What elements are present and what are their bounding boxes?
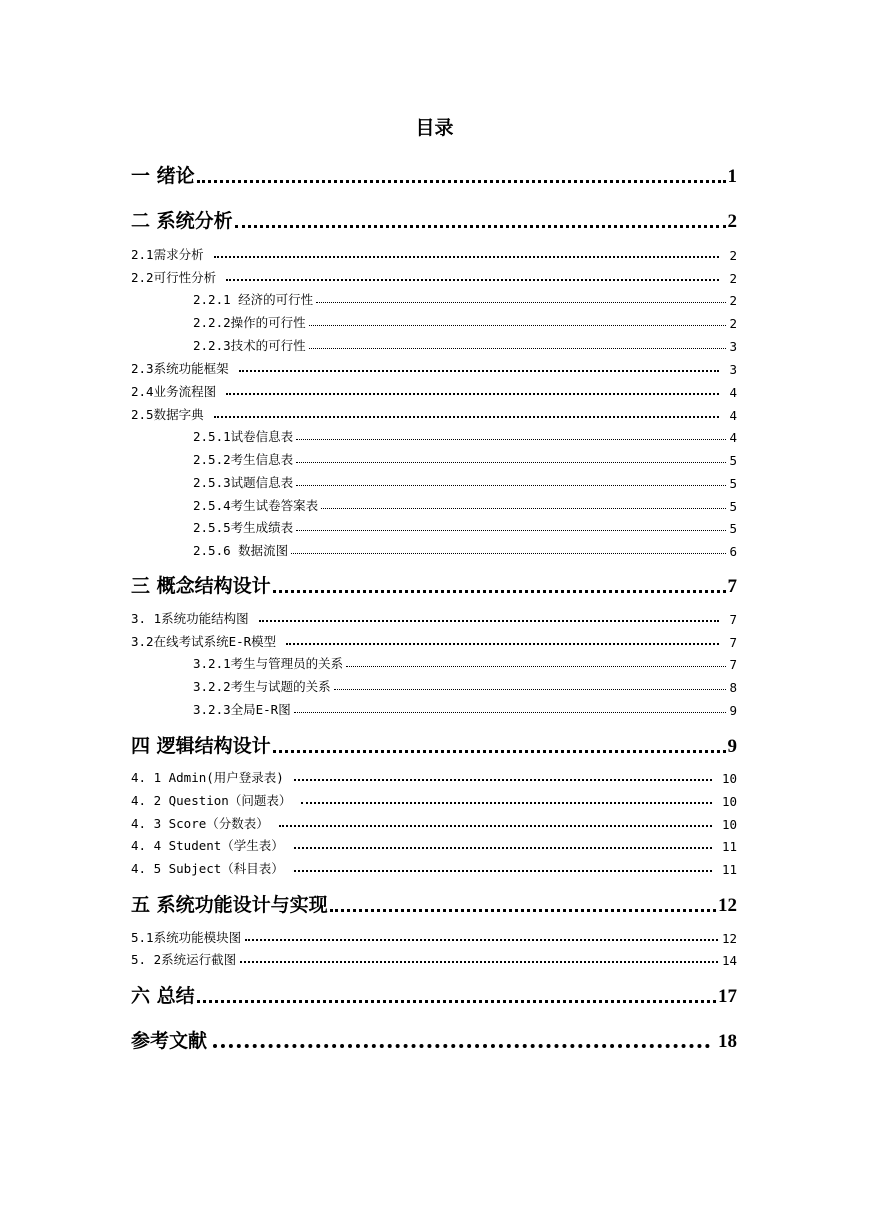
toc-leader-dots (294, 847, 712, 849)
toc-leader-dots (294, 870, 712, 872)
toc-entry-3-2-1[interactable] (193, 652, 737, 672)
toc-page-number: 18 (718, 1031, 737, 1052)
toc-entry-label: 4. 1 Admin(用户登录表) (131, 770, 284, 785)
toc-entry-2-5-6[interactable] (193, 539, 737, 559)
toc-entry-label: 5.1系统功能模块图 (131, 930, 242, 945)
toc-page-number: 4 (729, 430, 737, 445)
toc-entry-label: 4. 3 Score（分数表） (131, 816, 269, 831)
toc-entry-label: 3.2.1考生与管理员的关系 (193, 656, 344, 671)
toc-leader-dots (197, 1000, 716, 1003)
toc-page-number: 5 (729, 521, 737, 536)
toc-page-number: 5 (729, 453, 737, 468)
toc-page-number: 10 (721, 794, 737, 809)
toc-page-number: 2 (729, 316, 737, 331)
toc-entry-label: 4. 2 Question（问题表） (131, 793, 292, 808)
toc-entry-label: 2.2.2操作的可行性 (193, 315, 306, 330)
toc-entry-3-2-2[interactable] (193, 675, 737, 695)
toc-leader-dots (273, 590, 726, 593)
toc-leader-dots (214, 256, 720, 258)
toc-page-number: 2 (729, 248, 737, 263)
toc-entry-2-2[interactable] (131, 266, 737, 286)
toc-entry-label: 2.1需求分析 (131, 247, 204, 262)
toc-leader-dots (213, 1044, 710, 1048)
toc-page-number: 12 (718, 895, 737, 916)
toc-entry-label: 2.5.2考生信息表 (193, 452, 294, 467)
toc-entry-2-2-1[interactable] (193, 288, 737, 308)
toc-page-number: 9 (727, 736, 737, 757)
toc-leader-dots (226, 279, 719, 281)
toc-entry-label: 2.2.1 经济的可行性 (193, 292, 314, 307)
toc-entry-2-5-5[interactable] (193, 516, 737, 536)
toc-page-number: 2 (729, 293, 737, 308)
toc-leader-dots (309, 325, 727, 326)
toc-entry-2-5[interactable] (131, 403, 737, 423)
toc-leader-dots (239, 370, 720, 372)
toc-entry-label: 一 绪论 (131, 165, 195, 187)
toc-page-number: 7 (729, 635, 737, 650)
toc-entry-label: 三 概念结构设计 (131, 575, 271, 597)
toc-entry-label: 2.4业务流程图 (131, 384, 217, 399)
toc-page-number: 2 (729, 271, 737, 286)
toc-page-number: 6 (729, 544, 737, 559)
toc-entry-label: 3. 1系统功能结构图 (131, 611, 249, 626)
toc-entry-label: 二 系统分析 (131, 210, 233, 232)
toc-entry-chapter-3[interactable] (131, 570, 737, 598)
toc-page-number: 10 (721, 771, 737, 786)
toc-leader-dots (316, 302, 726, 303)
toc-page-number: 5 (729, 499, 737, 514)
toc-leader-dots (346, 666, 726, 667)
toc-entry-label: 2.2可行性分析 (131, 270, 217, 285)
toc-entry-label: 2.5.3试题信息表 (193, 475, 294, 490)
toc-entry-4-2[interactable] (131, 789, 737, 809)
toc-entry-references[interactable] (131, 1025, 737, 1053)
toc-leader-dots (294, 779, 712, 781)
toc-entry-label: 四 逻辑结构设计 (131, 735, 271, 757)
toc-entry-4-4[interactable] (131, 834, 737, 854)
toc-entry-3-2-3[interactable] (193, 698, 737, 718)
toc-entry-chapter-6[interactable] (131, 980, 737, 1008)
toc-page-number: 5 (729, 476, 737, 491)
toc-entry-label: 2.5.4考生试卷答案表 (193, 498, 319, 513)
toc-page-number: 4 (729, 385, 737, 400)
toc-entry-3-2[interactable] (131, 630, 737, 650)
toc-entry-label: 2.5.5考生成绩表 (193, 520, 294, 535)
toc-leader-dots (309, 348, 727, 349)
toc-leader-dots (301, 802, 712, 804)
toc-entry-label: 3.2.2考生与试题的关系 (193, 679, 331, 694)
toc-entry-2-5-3[interactable] (193, 471, 737, 491)
toc-entry-2-2-2[interactable] (193, 311, 737, 331)
toc-entry-chapter-1[interactable] (131, 160, 737, 188)
toc-leader-dots (296, 439, 726, 440)
toc-page-number: 10 (721, 817, 737, 832)
toc-entry-chapter-5[interactable] (131, 889, 737, 917)
toc-entry-4-1[interactable] (131, 766, 737, 786)
toc-page-number: 17 (718, 986, 737, 1007)
toc-entry-label: 2.5数据字典 (131, 407, 204, 422)
toc-leader-dots (291, 553, 726, 554)
toc-page-number: 7 (729, 657, 737, 672)
toc-page-number: 3 (729, 339, 737, 354)
toc-entry-label: 4. 5 Subject（科目表） (131, 861, 284, 876)
toc-leader-dots (273, 750, 726, 753)
toc-entry-2-5-1[interactable] (193, 425, 737, 445)
toc-leader-dots (259, 620, 720, 622)
toc-leader-dots (197, 180, 726, 183)
toc-page-number: 12 (721, 931, 737, 946)
toc-leader-dots (296, 530, 726, 531)
toc-leader-dots (294, 712, 727, 713)
toc-entry-5-2[interactable] (131, 948, 737, 968)
toc-leader-dots (245, 939, 718, 941)
toc-leader-dots (240, 961, 718, 963)
toc-entry-label: 六 总结 (131, 985, 195, 1007)
toc-entry-label: 2.5.6 数据流图 (193, 543, 289, 558)
toc-leader-dots (296, 462, 726, 463)
toc-entry-label: 3.2在线考试系统E-R模型 (131, 634, 277, 649)
toc-title: 目录 (415, 117, 454, 139)
toc-entry-label: 2.2.3技术的可行性 (193, 338, 306, 353)
toc-entry-2-5-4[interactable] (193, 494, 737, 514)
toc-leader-dots (296, 485, 726, 486)
toc-entry-2-2-3[interactable] (193, 334, 737, 354)
toc-page-number: 9 (729, 703, 737, 718)
toc-entry-2-5-2[interactable] (193, 448, 737, 468)
toc-entry-label: 5. 2系统运行截图 (131, 952, 237, 967)
toc-entry-chapter-2[interactable] (131, 205, 737, 233)
toc-entry-label: 2.5.1试卷信息表 (193, 429, 294, 444)
toc-entry-label: 五 系统功能设计与实现 (131, 894, 328, 916)
toc-leader-dots (286, 643, 719, 645)
toc-entry-chapter-4[interactable] (131, 730, 737, 758)
toc-page-number: 11 (721, 862, 737, 877)
toc-leader-dots (330, 909, 716, 912)
toc-entry-5-1[interactable] (131, 926, 737, 946)
toc-entry-2-1[interactable] (131, 243, 737, 263)
toc-page-number: 3 (729, 362, 737, 377)
toc-page-number: 8 (729, 680, 737, 695)
toc-page-number: 7 (729, 612, 737, 627)
toc-entry-3-1[interactable] (131, 607, 737, 627)
toc-entry-label: 4. 4 Student（学生表） (131, 838, 284, 853)
toc-entry-label: 3.2.3全局E-R图 (193, 702, 291, 717)
toc-entry-label: 参考文献 (131, 1030, 208, 1052)
toc-leader-dots (214, 416, 720, 418)
toc-leader-dots (279, 825, 712, 827)
toc-entry-2-3[interactable] (131, 357, 737, 377)
toc-page-number: 11 (721, 839, 737, 854)
toc-page-number: 4 (729, 408, 737, 423)
toc-entry-label: 2.3系统功能框架 (131, 361, 229, 376)
toc-page-number: 1 (727, 166, 737, 187)
toc-leader-dots (235, 225, 726, 228)
toc-leader-dots (226, 393, 719, 395)
toc-entry-2-4[interactable] (131, 380, 737, 400)
toc-leader-dots (321, 508, 726, 509)
toc-page-number: 2 (727, 211, 737, 232)
toc-page-number: 14 (721, 953, 737, 968)
toc-page-number: 7 (727, 576, 737, 597)
toc-entry-4-5[interactable] (131, 857, 737, 877)
toc-leader-dots (334, 689, 727, 690)
toc-entry-4-3[interactable] (131, 812, 737, 832)
